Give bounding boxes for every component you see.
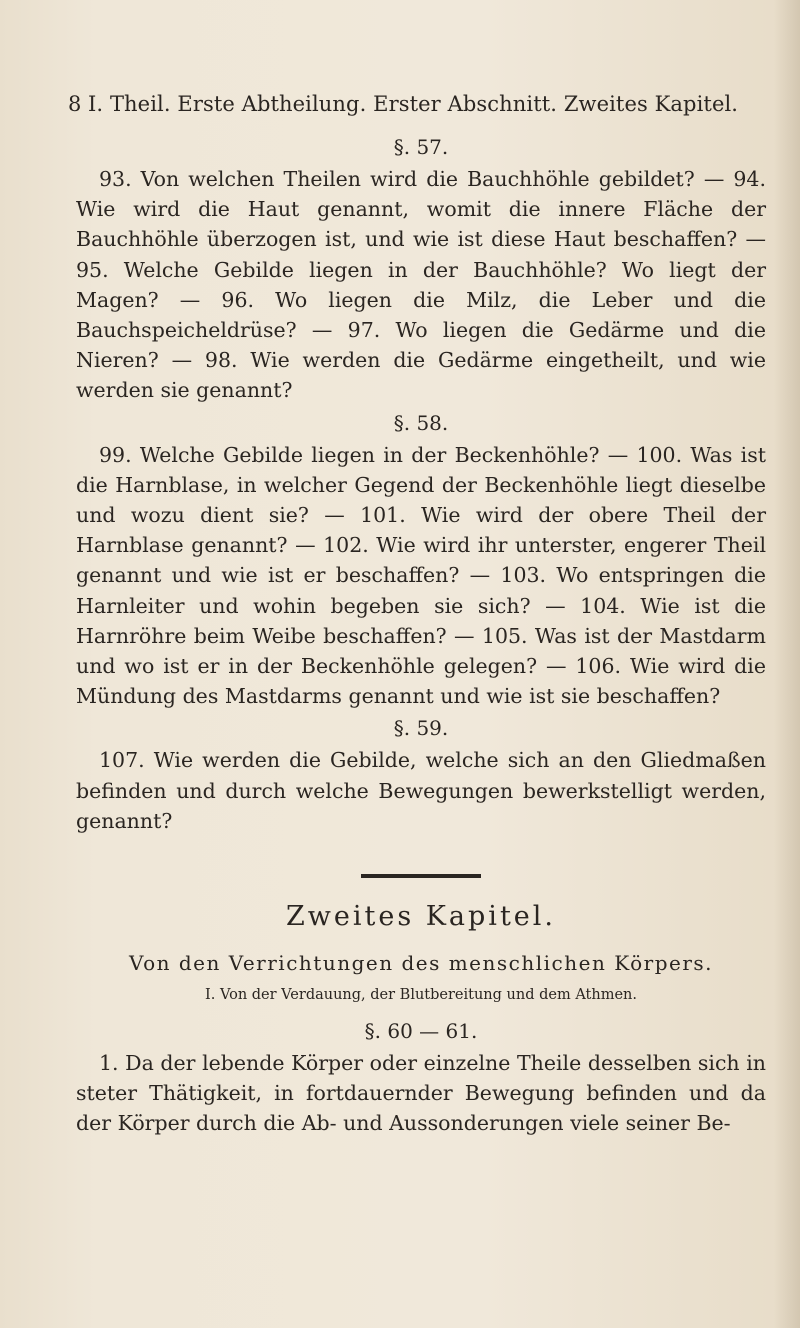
section-heading-60-61: §. 60 — 61. bbox=[364, 1019, 478, 1044]
section-paragraph-59: 107. Wie werden die Gebilde, welche sich an den Gliedmaßen befinden und durch welche Bewegungen bewerkstelligt werden, genannt? bbox=[76, 748, 766, 833]
chapter-title: Zweites Kapitel. bbox=[286, 901, 556, 933]
part-heading: I. Von der Verdauung, der Blutbereitung und dem Athmen. bbox=[205, 987, 637, 1004]
section-heading-58: §. 58. bbox=[393, 410, 449, 435]
section-heading-57: §. 57. bbox=[393, 135, 449, 159]
section-paragraph-57: 93. Von welchen Theilen wird die Bauchhöhle gebildet? — 94. Wie wird die Haut genannt, womit die innere Fläche der Bauchhöhle überzogen ist, und wie ist diese Haut beschaffen? — 95. Welche Gebilde liegen in der Bauchhöhle? Wo liegt der Magen? — 96. Wo liegen die Milz, die Leber und die Bauchspeicheldrüse? — 97. Wo liegen die Gedärme und die Nieren? — 98. Wie werden die Gedärme eingetheilt, und wie werden sie genannt? bbox=[76, 167, 766, 403]
page-number: 8 bbox=[68, 92, 82, 116]
chapter-subtitle: Von den Verrichtungen des menschlichen Körpers. bbox=[128, 951, 714, 976]
section-paragraph-58: 99. Welche Gebilde liegen in der Beckenhöhle? — 100. Was ist die Harnblase, in welcher Gegend der Beckenhöhle liegt dieselbe und wozu dient sie? — 101. Wie wird der obere Theil der Harnblase genannt? — 102. Wie wird ihr unterster, engerer Theil genannt und wie ist er beschaffen? — 103. Wo entspringen die Harnleiter und wohin begeben sie sich? — 104. Wie ist die Harnröhre beim Weibe beschaffen? — 105. Was ist der Mastdarm und wo ist er in der Beckenhöhle gelegen? — 106. Wie wird die Mündung des Mastdarms genannt und wie ist sie beschaffen? bbox=[76, 442, 766, 709]
page-body bbox=[76, 130, 766, 1139]
section-heading-59: §. 59. bbox=[393, 716, 449, 741]
running-head-text: I. Theil. Erste Abtheilung. Erster Abschnitt. Zweites Kapitel. bbox=[88, 92, 739, 116]
running-head bbox=[68, 92, 756, 116]
chapter-divider bbox=[361, 874, 481, 878]
section-paragraph-60-61: 1. Da der lebende Körper oder einzelne Theile desselben sich in steter Thätigkeit, in fortdauernder Bewegung befinden und da der Körper durch die Ab- und Aussonderungen viele seiner Be- bbox=[76, 1051, 766, 1136]
